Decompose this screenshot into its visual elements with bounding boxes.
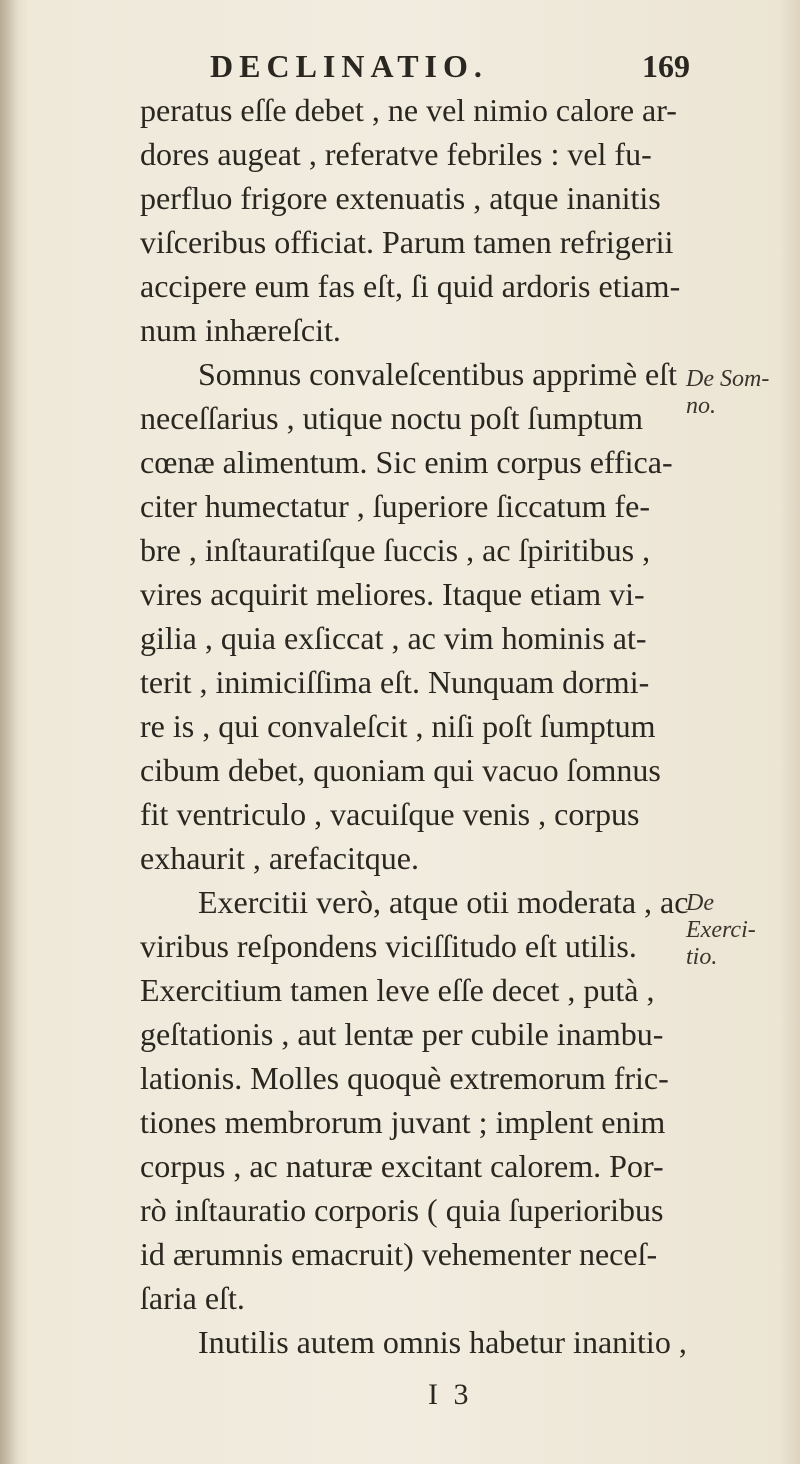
margin-note-line: De xyxy=(686,890,714,916)
text-line: re is , qui convaleſcit , niſi poſt ſumptum xyxy=(140,708,656,744)
running-head-title: DECLINATIO. xyxy=(210,48,488,84)
text-line: fit ventriculo , vacuiſque venis , corpus xyxy=(140,796,640,832)
text-line: tiones membrorum juvant ; implent enim xyxy=(140,1104,666,1140)
paragraph-start-line: Inutilis autem omnis habetur inanitio , xyxy=(198,1324,687,1360)
text-line: terit , inimiciſſima eſt. Nunquam dormi- xyxy=(140,664,650,700)
text-line: dores augeat , referatve febriles : vel fu- xyxy=(140,136,652,172)
text-line: accipere eum fas eſt, ſi quid ardoris etiam- xyxy=(140,268,681,304)
margin-note-line: tio. xyxy=(686,944,718,970)
running-head xyxy=(210,48,690,88)
text-line: perfluo frigore extenuatis , atque inanitis xyxy=(140,180,661,216)
text-line: citer humectatur , ſuperiore ſiccatum fe- xyxy=(140,488,650,524)
margin-note-line: no. xyxy=(686,393,716,419)
text-line: ſaria eſt. xyxy=(140,1280,245,1316)
text-line: cœnæ alimentum. Sic enim corpus effica- xyxy=(140,444,673,480)
text-line: peratus eſſe debet , ne vel nimio calore ar- xyxy=(140,92,677,128)
page-number: 169 xyxy=(642,48,690,84)
text-line: exhaurit , arefacitque. xyxy=(140,840,419,876)
margin-note-exercitio xyxy=(686,890,796,971)
paragraph-start-line: Somnus convaleſcentibus apprimè eſt xyxy=(198,356,677,392)
text-line: neceſſarius , utique noctu poſt ſumptum xyxy=(140,400,644,436)
text-line: rò inſtauratio corporis ( quia ſuperioribus xyxy=(140,1192,664,1228)
text-line: Exercitium tamen leve eſſe decet , putà , xyxy=(140,972,655,1008)
text-line: bre , inſtauratiſque ſuccis , ac ſpiritibus , xyxy=(140,532,651,568)
paragraph-start-line: Exercitii verò, atque otii moderata , ac xyxy=(198,884,689,920)
text-line: gilia , quia exſiccat , ac vim hominis at- xyxy=(140,620,647,656)
text-line: geſtationis , aut lentæ per cubile inambu- xyxy=(140,1016,664,1052)
margin-note-line: Exerci- xyxy=(686,917,756,943)
margin-note-somno xyxy=(686,366,796,420)
text-line: corpus , ac naturæ excitant calorem. Por- xyxy=(140,1148,664,1184)
text-line: cibum debet, quoniam qui vacuo ſomnus xyxy=(140,752,661,788)
signature-mark: I 3 xyxy=(428,1378,473,1411)
margin-note-line: De Som- xyxy=(686,366,770,392)
text-line: vires acquirit meliores. Itaque etiam vi- xyxy=(140,576,645,612)
text-line: viſceribus officiat. Parum tamen refrigerii xyxy=(140,224,674,260)
text-line: num inhæreſcit. xyxy=(140,312,341,348)
text-line: viribus reſpondens viciſſitudo eſt utilis. xyxy=(140,928,637,964)
text-line: id ærumnis emacruit) vehementer neceſ- xyxy=(140,1236,658,1272)
page-gutter-shadow xyxy=(0,0,18,1464)
text-line: lationis. Molles quoquè extremorum fric- xyxy=(140,1060,669,1096)
